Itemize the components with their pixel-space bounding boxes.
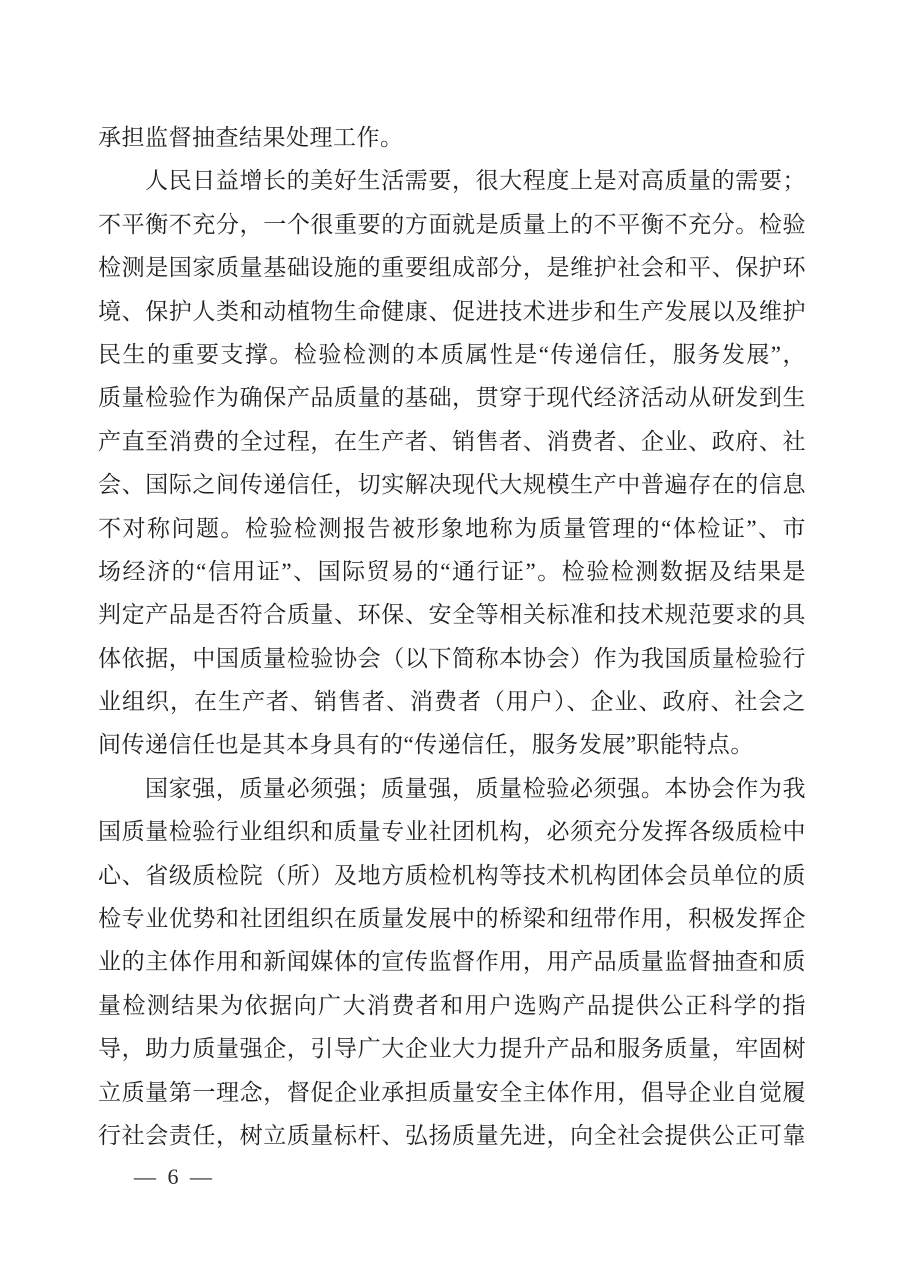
text-line: 国质量检验行业组织和质量专业社团机构，必须充分发挥各级质检中 [98,819,806,845]
text-line: 人民日益增长的美好生活需要，很大程度上是对高质量的需要； [145,168,806,194]
text-line: 场经济的“信用证”、国际贸易的“通行证”。检验检测数据及结果是 [98,558,806,584]
text-line: 立质量第一理念，督促企业承担质量安全主体作用，倡导企业自觉履 [98,1079,806,1105]
text-line: 判定产品是否符合质量、环保、安全等相关标准和技术规范要求的具 [98,602,806,628]
page-number: — 6 — [134,1164,215,1189]
text-line: 间传递信任也是其本身具有的“传递信任，服务发展”职能特点。 [98,732,754,758]
text-line: 产直至消费的全过程，在生产者、销售者、消费者、企业、政府、社 [98,428,806,454]
text-line: 不平衡不充分，一个很重要的方面就是质量上的不平衡不充分。检验 [98,211,806,237]
document-body [98,116,806,1157]
text-line: 民生的重要支撑。检验检测的本质属性是“传递信任，服务发展”， [98,341,806,367]
text-line: 检测是国家质量基础设施的重要组成部分，是维护社会和平、保护环 [98,255,806,281]
text-line: 检专业优势和社团组织在质量发展中的桥梁和纽带作用，积极发挥企 [98,906,806,932]
text-line: 承担监督抽查结果处理工作。 [98,125,404,150]
page-footer [134,1163,215,1191]
text-line: 不对称问题。检验检测报告被形象地称为质量管理的“体检证”、市 [98,515,806,541]
text-line: 会、国际之间传递信任，切实解决现代大规模生产中普遍存在的信息 [98,472,806,498]
text-line: 量检测结果为依据向广大消费者和用户选购产品提供公正科学的指 [98,992,806,1018]
text-line: 行社会责任，树立质量标杆、弘扬质量先进，向全社会提供公正可靠 [98,1122,806,1148]
text-line: 质量检验作为确保产品质量的基础，贯穿于现代经济活动从研发到生 [98,385,806,411]
text-line: 体依据，中国质量检验协会（以下简称本协会）作为我国质量检验行 [98,645,806,671]
text-line: 心、省级质检院（所）及地方质检机构等技术机构团体会员单位的质 [98,862,806,888]
text-line: 业的主体作用和新闻媒体的宣传监督作用，用产品质量监督抽查和质 [98,949,806,975]
text-line: 业组织，在生产者、销售者、消费者（用户）、企业、政府、社会之 [98,689,806,715]
text-line: 境、保护人类和动植物生命健康、促进技术进步和生产发展以及维护 [98,298,806,324]
text-line: 国家强，质量必须强；质量强，质量检验必须强。本协会作为我 [145,775,806,801]
text-line: 导，助力质量强企，引导广大企业大力提升产品和服务质量，牢固树 [98,1036,806,1062]
